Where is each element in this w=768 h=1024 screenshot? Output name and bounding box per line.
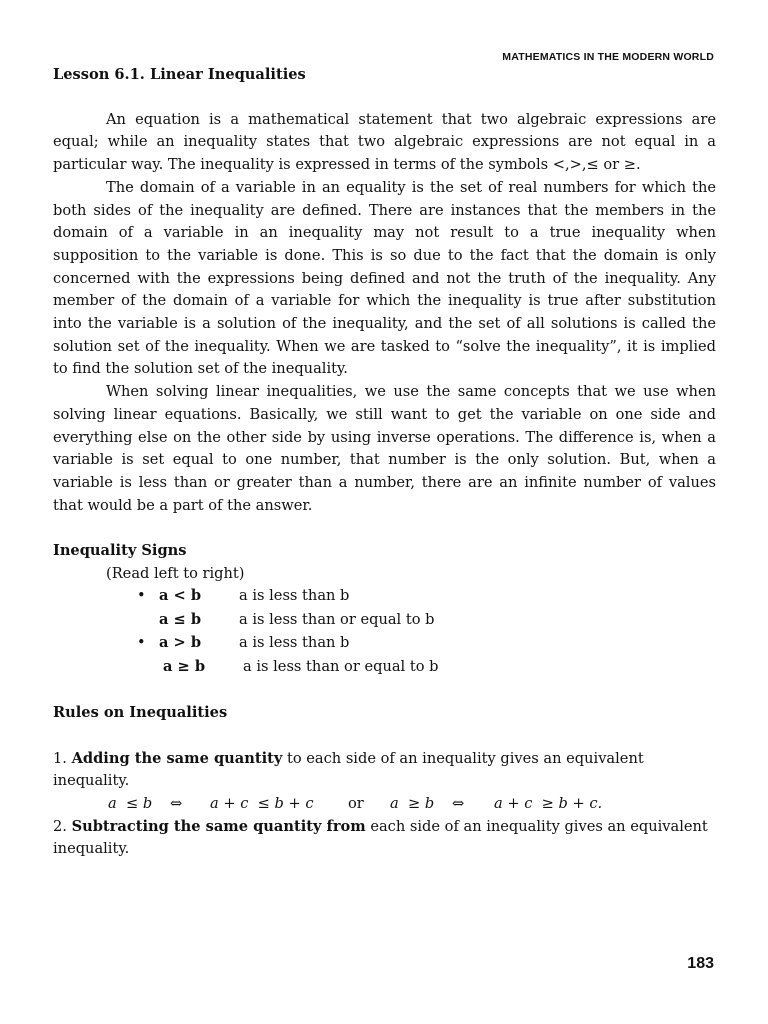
rules-heading: Rules on Inequalities: [53, 704, 228, 722]
sign-description: a is less than b: [239, 587, 350, 605]
rule-1-math: [53, 793, 716, 816]
rule-2-bold: Subtracting the same quantity from: [71, 817, 366, 835]
bullet-icon: •: [137, 634, 146, 652]
sign-description: a is less than b: [239, 634, 350, 652]
read-direction-note: (Read left to right): [106, 564, 245, 582]
math-right-1: a + c ≤ b + c: [210, 794, 314, 812]
rule-1: [53, 748, 716, 793]
paragraph-domain: The domain of a variable in an equality is the set of real numbers for which the both sides of the inequality are defined. There are instances that the members in the domain of a variable in an inequality may not result to a true inequality when supposition to the variable is done. This is so due to the fact that the domain is only concerned with the expressions being defined and not the truth of the inequality. Any member of the domain of a variable for which the inequality is true after substitution into the variable is a solution of the inequality, and the set of all solutions is called the solution set of the inequality. When we are tasked to “solve the inequality”, it is implied to find the solution set of the inequality.: [53, 178, 716, 378]
sign-row: [53, 656, 716, 680]
rule-2: [53, 816, 716, 861]
paragraph-equation-vs-inequality: An equation is a mathematical statement that two algebraic expressions are equal; while an inequality states that two algebraic expressions are not equal in a particular way. The inequality is expressed in terms of the symbols <,>,≤ or ≥.: [53, 110, 716, 174]
rule-2-text: each side of an inequality gives an equivalent inequality.: [53, 817, 708, 858]
lesson-title: Lesson 6.1. Linear Inequalities: [53, 66, 306, 83]
rule-1-bold: Adding the same quantity: [71, 749, 283, 767]
sign-row: [53, 609, 716, 633]
iff-symbol-1: ⇔: [170, 794, 183, 812]
math-right-2: a + c ≥ b + c.: [494, 794, 603, 812]
math-left-2: a ≥ b: [390, 794, 435, 812]
sign-expression: a < b: [159, 587, 202, 605]
rule-1-number: 1.: [53, 749, 67, 767]
sign-expression: a ≥ b: [163, 657, 206, 675]
page-content: [53, 64, 716, 861]
iff-symbol-2: ⇔: [452, 794, 465, 812]
rule-2-number: 2.: [53, 817, 67, 835]
paragraph-solving: When solving linear inequalities, we use the same concepts that we use when solving linear equations. Basically, we still want to get the variable on one side and everything else on the other side by using inverse operations. The difference is, when a variable is set equal to one number, that number is the only solution. But, when a variable is less than or greater than a number, there are an infinite number of values that would be a part of the answer.: [53, 383, 716, 514]
sign-row: [53, 585, 716, 609]
sign-description: a is less than or equal to b: [243, 657, 439, 675]
inequality-signs-heading: Inequality Signs: [53, 542, 187, 560]
math-left-1: a ≤ b: [108, 794, 153, 812]
sign-expression: a ≤ b: [159, 610, 202, 628]
sign-description: a is less than or equal to b: [239, 610, 435, 628]
page-number: 183: [687, 955, 714, 972]
sign-row: [53, 632, 716, 656]
math-or: or: [348, 794, 364, 812]
sign-expression: a > b: [159, 634, 202, 652]
bullet-icon: •: [137, 587, 146, 605]
rule-1-text: to each side of an inequality gives an equivalent inequality.: [53, 749, 644, 790]
running-header: MATHEMATICS IN THE MODERN WORLD: [502, 51, 714, 63]
